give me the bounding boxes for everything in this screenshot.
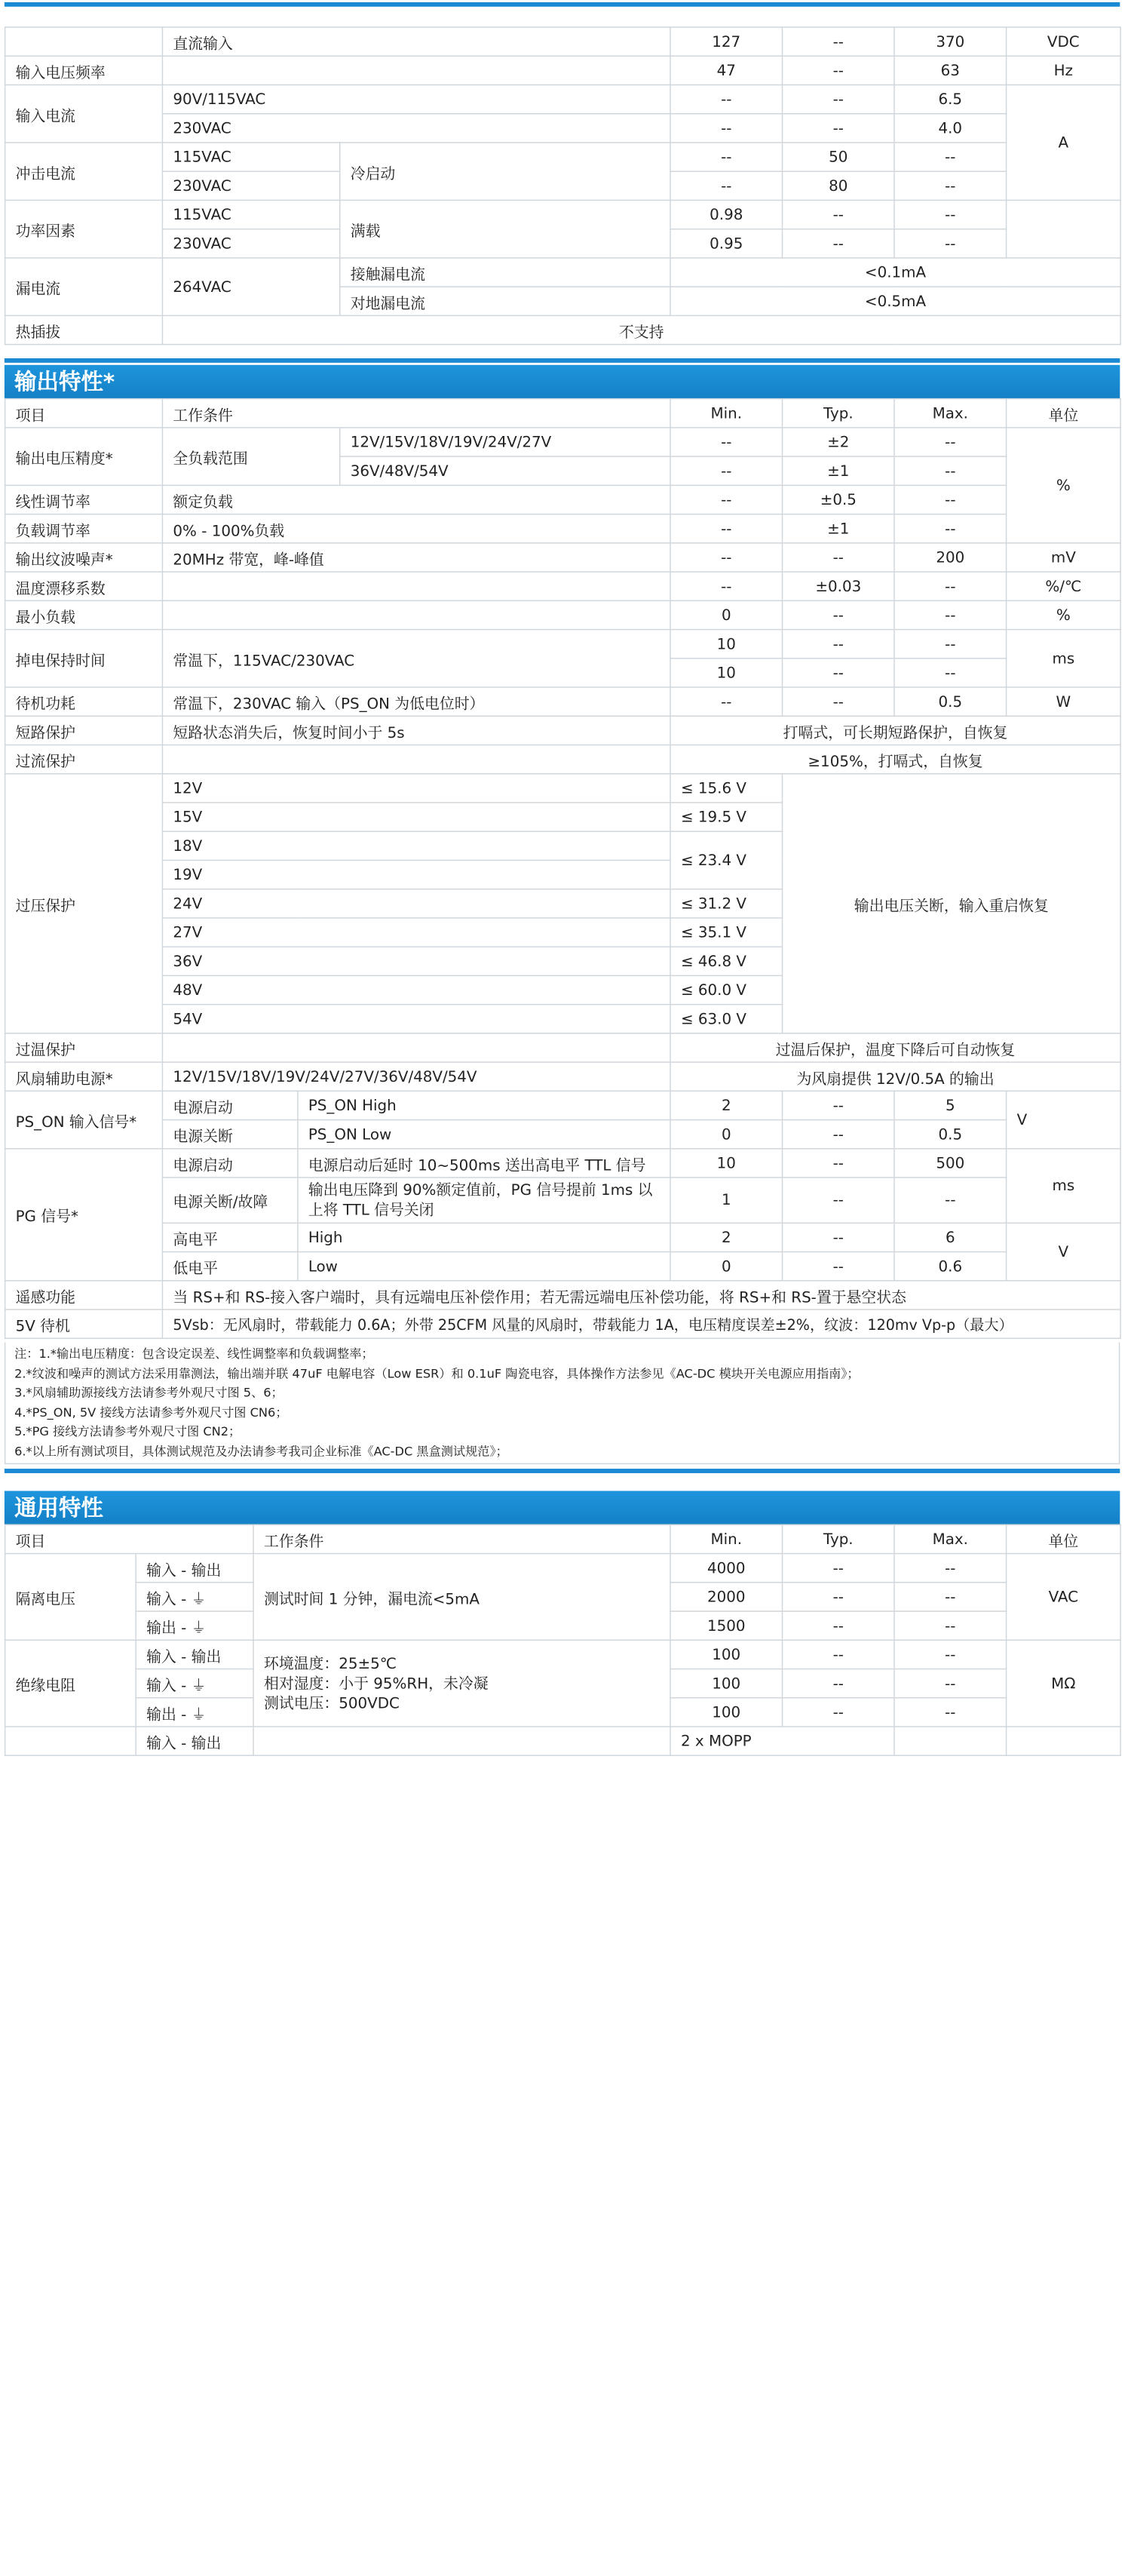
note-line: 3.*风扇辅助源接线方法请参考外观尺寸图 5、6； [14, 1385, 284, 1400]
table-row: 短路保护 短路状态消失后，恢复时间小于 5s 打嗝式，可长期短路保护，自恢复 [5, 716, 1120, 745]
output-notes [5, 1342, 1120, 1464]
table-row: 线性调节率 额定负载 -- ±0.5 -- [5, 485, 1120, 514]
note-line: 注：1.*输出电压精度：包含设定误差、线性调整率和负载调整率； [14, 1346, 374, 1362]
section-rule [5, 358, 1120, 363]
table-row: 15V ≤ 19.5 V [5, 803, 1120, 831]
table-row: 隔离电压 输入 - 输出 测试时间 1 分钟，漏电流<5mA 4000 -- -- VAC [5, 1554, 1120, 1583]
input-spec-table [5, 26, 1121, 345]
table-row: 温度漂移系数 -- ±0.03 -- %/℃ [5, 572, 1120, 600]
condition-line: 测试电压：500VDC [264, 1694, 400, 1712]
note-line: 5.*PG 接线方法请参考外观尺寸图 CN2； [14, 1424, 241, 1439]
section-rule [5, 1469, 1120, 1473]
table-row: 27V ≤ 35.1 V [5, 918, 1120, 947]
table-row: 对地漏电流 <0.5mA [5, 287, 1120, 315]
table-row: 过压保护 12V ≤ 15.6 V 输出电压关断，输入重启恢复 [5, 774, 1120, 803]
table-row: 230VAC -- -- 4.0 [5, 114, 1120, 143]
table-row: 19V [5, 860, 1120, 889]
table-row: 冲击电流 115VAC 冷启动 -- 50 -- [5, 143, 1120, 171]
table-row: 230VAC -- 80 -- [5, 171, 1120, 200]
table-row: 36V/48V/54V -- ±1 -- [5, 456, 1120, 485]
note-line: 6.*以上所有测试项目，具体测试规范及办法请参考我司企业标准《AC-DC 黑盒测试规范》； [14, 1443, 508, 1459]
table-row: 功率因素 115VAC 满载 0.98 -- -- [5, 200, 1120, 229]
table-row: 输入电流 90V/115VAC -- -- 6.5 A [5, 85, 1120, 114]
table-row: 18V ≤ 23.4 V [5, 831, 1120, 860]
table-row: 输入 - ⏚ 2000 -- -- [5, 1583, 1120, 1611]
table-row: 54V ≤ 63.0 V [5, 1005, 1120, 1033]
table-row: 230VAC 0.95 -- -- [5, 229, 1120, 258]
table-header-row: 项目 工作条件 Min. Typ. Max. 单位 [5, 1524, 1120, 1553]
table-row: 5V 待机 5Vsb：无风扇时，带载能力 0.6A；外带 25CFM 风量的风扇时，带载能力 1A，电压精度误差±2%，纹波：120mv Vp-p（最大） [5, 1309, 1120, 1338]
top-rule [5, 2, 1120, 7]
condition-line: 相对湿度：小于 95%RH，未冷凝 [264, 1674, 489, 1693]
table-row: 输出纹波噪声* 20MHz 带宽，峰-峰值 -- -- 200 mV [5, 543, 1120, 572]
table-row: 24V ≤ 31.2 V [5, 889, 1120, 918]
table-row: 电源关断/故障 输出电压降到 90%额定值前，PG 信号提前 1ms 以上将 TTL 信号关闭 1 -- -- [5, 1177, 1120, 1223]
table-row: 风扇辅助电源* 12V/15V/18V/19V/24V/27V/36V/48V/54V 为风扇提供 12V/0.5A 的输出 [5, 1062, 1120, 1091]
table-row: 过流保护 ≥105%，打嗝式，自恢复 [5, 745, 1120, 774]
general-section-title: 通用特性 [5, 1491, 1120, 1524]
output-section-title: 输出特性* [5, 365, 1120, 398]
table-row: 待机功耗 常温下，230VAC 输入（PS_ON 为低电位时） -- -- 0.5 W [5, 687, 1120, 716]
table-header-row: 项目 工作条件 Min. Typ. Max. 单位 [5, 399, 1120, 428]
table-row: 36V ≤ 46.8 V [5, 947, 1120, 975]
table-row: 输出 - ⏚ 1500 -- -- [5, 1611, 1120, 1640]
table-row: 绝缘电阻 输入 - 输出 环境温度：25±5℃ 相对湿度：小于 95%RH，未冷凝 测试电压：500VDC 100 -- -- MΩ [5, 1640, 1120, 1669]
note-line: 4.*PS_ON, 5V 接线方法请参考外观尺寸图 CN6； [14, 1405, 288, 1420]
condition-line: 环境温度：25±5℃ [264, 1654, 397, 1672]
table-row: 负载调节率 0% - 100%负载 -- ±1 -- [5, 514, 1120, 543]
table-row: PS_ON 输入信号* 电源启动 PS_ON High 2 -- 5 V [5, 1091, 1120, 1119]
table-row: 漏电流 264VAC 接触漏电流 <0.1mA [5, 258, 1120, 287]
table-row: 输出电压精度* 全负载范围 12V/15V/18V/19V/24V/27V -- ±2 -- % [5, 428, 1120, 456]
output-spec-table [5, 398, 1121, 1339]
table-row: 遥感功能 当 RS+和 RS-接入客户端时，具有远端电压补偿作用；若无需远端电压补偿功能，将 RS+和 RS-置于悬空状态 [5, 1281, 1120, 1309]
table-row: 电源关断 PS_ON Low 0 -- 0.5 [5, 1120, 1120, 1149]
table-row: 掉电保持时间 常温下，115VAC/230VAC 10 -- -- ms [5, 630, 1120, 659]
table-row: 输入 - 输出 2 x MOPP [5, 1727, 1120, 1755]
table-row: PG 信号* 电源启动 电源启动后延时 10~500ms 送出高电平 TTL 信号 10 -- 500 ms [5, 1149, 1120, 1177]
general-spec-table [5, 1524, 1121, 1756]
table-row: 热插拔 不支持 [5, 315, 1120, 344]
table-row: 过温保护 过温后保护，温度下降后可自动恢复 [5, 1033, 1120, 1062]
table-row: 高电平 High 2 -- 6 V [5, 1223, 1120, 1251]
note-line: 2.*纹波和噪声的测试方法采用靠测法，输出端并联 47uF 电解电容（Low ESR）和 0.1uF 陶瓷电容，具体操作方法参见《AC-DC 模块开关电源应用指南》； [14, 1366, 860, 1381]
table-row: 最小负载 0 -- -- % [5, 600, 1120, 629]
table-row: 48V ≤ 60.0 V [5, 975, 1120, 1004]
table-row: 直流输入 127 -- 370 VDC [5, 27, 1120, 56]
table-row: 输出 - ⏚ 100 -- -- [5, 1698, 1120, 1727]
table-row: 输入 - ⏚ 100 -- -- [5, 1669, 1120, 1698]
table-row: 输入电压频率 47 -- 63 Hz [5, 56, 1120, 84]
table-row: 低电平 Low 0 -- 0.6 [5, 1252, 1120, 1281]
table-row: 10 -- -- [5, 659, 1120, 687]
